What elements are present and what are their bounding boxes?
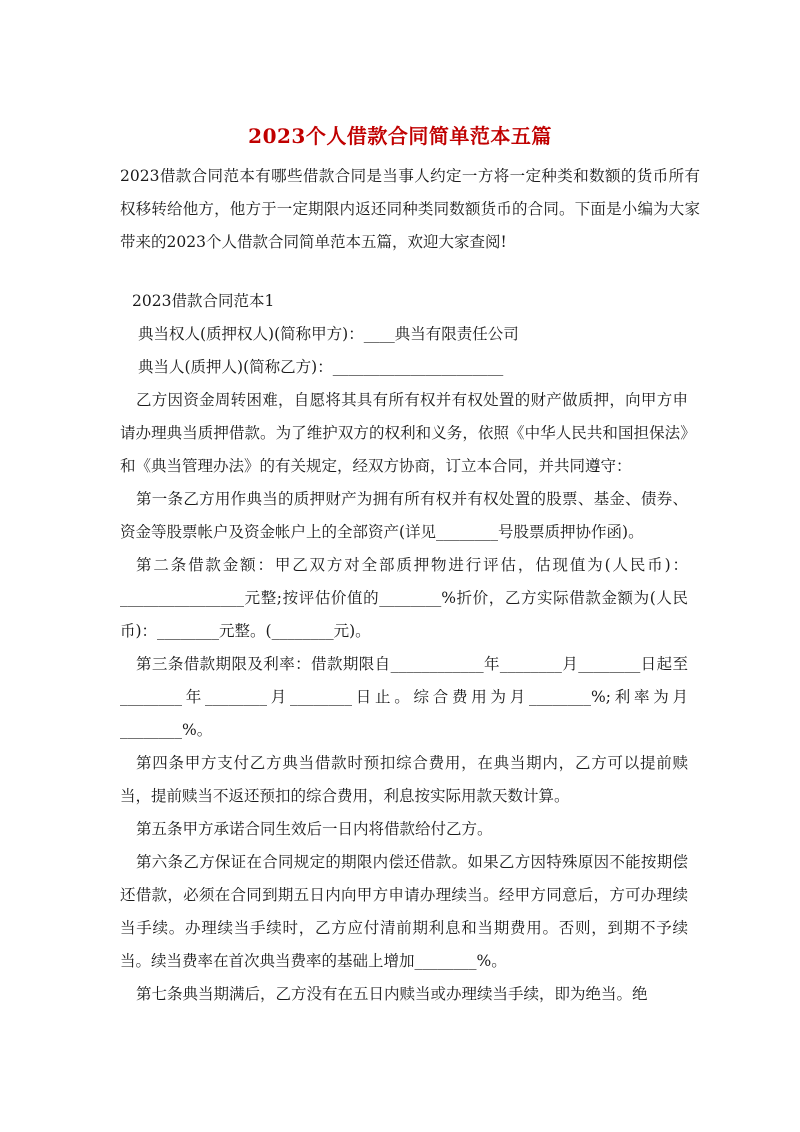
- clause-6: 第六条乙方保证在合同规定的期限内偿还借款。如果乙方因特殊原因不能按期偿还借款，必须在合同到期五日内向甲方申请办理续当。经甲方同意后，方可办理续当手续。办理续当手续时，乙方应付清前期利息和当期费用。否则，到期不予续当。续当费率在首次典当费率的基础上增加________%。: [120, 853, 688, 970]
- preamble-paragraph: 乙方因资金周转困难，自愿将其具有所有权并有权处置的财产做质押，向甲方申请办理典当质押借款。为了维护双方的权利和义务，依照《中华人民共和国担保法》和《典当管理办法》的有关规定，经双方协商，订立本合同，并共同遵守：: [120, 391, 688, 475]
- clause-4: 第四条甲方支付乙方典当借款时预扣综合费用，在典当期内，乙方可以提前赎当，提前赎当不返还预扣的综合费用，利息按实际用款天数计算。: [120, 754, 688, 805]
- intro-paragraph: 2023借款合同范本有哪些借款合同是当事人约定一方将一定种类和数额的货币所有权移转给他方，他方于一定期限内返还同种类同数额货币的合同。下面是小编为大家带来的2023个人借款合同简单范本五篇，欢迎大家查阅!: [120, 167, 700, 251]
- clause-5: 第五条甲方承诺合同生效后一日内将借款给付乙方。: [136, 820, 493, 838]
- clause-7: 第七条典当期满后，乙方没有在五日内赎当或办理续当手续，即为绝当。绝: [136, 985, 648, 1003]
- document-title: 2023个人借款合同简单范本五篇: [248, 124, 552, 148]
- section-heading: 2023借款合同范本1: [132, 292, 275, 310]
- clause-1: 第一条乙方用作典当的质押财产为拥有所有权并有权处置的股票、基金、债券、资金等股票帐户及资金帐户上的全部资产(详见________号股票质押协作函)。: [120, 490, 688, 541]
- document-body: [120, 285, 688, 1011]
- party-b-line: 典当人(质押人)(简称乙方)：______________________: [138, 358, 504, 376]
- party-a-line: 典当权人(质押权人)(简称甲方)：____典当有限责任公司: [138, 325, 519, 343]
- clause-3: 第三条借款期限及利率：借款期限自____________年________月________日起至________年________月________日止。综合费用为月________%;利率为月________%。: [120, 655, 688, 739]
- clause-2: 第二条借款金额：甲乙双方对全部质押物进行评估，估现值为(人民币)：________________元整;按评估价值的________%折价，乙方实际借款金额为(人民币)：________元整。(________元)。: [120, 556, 688, 640]
